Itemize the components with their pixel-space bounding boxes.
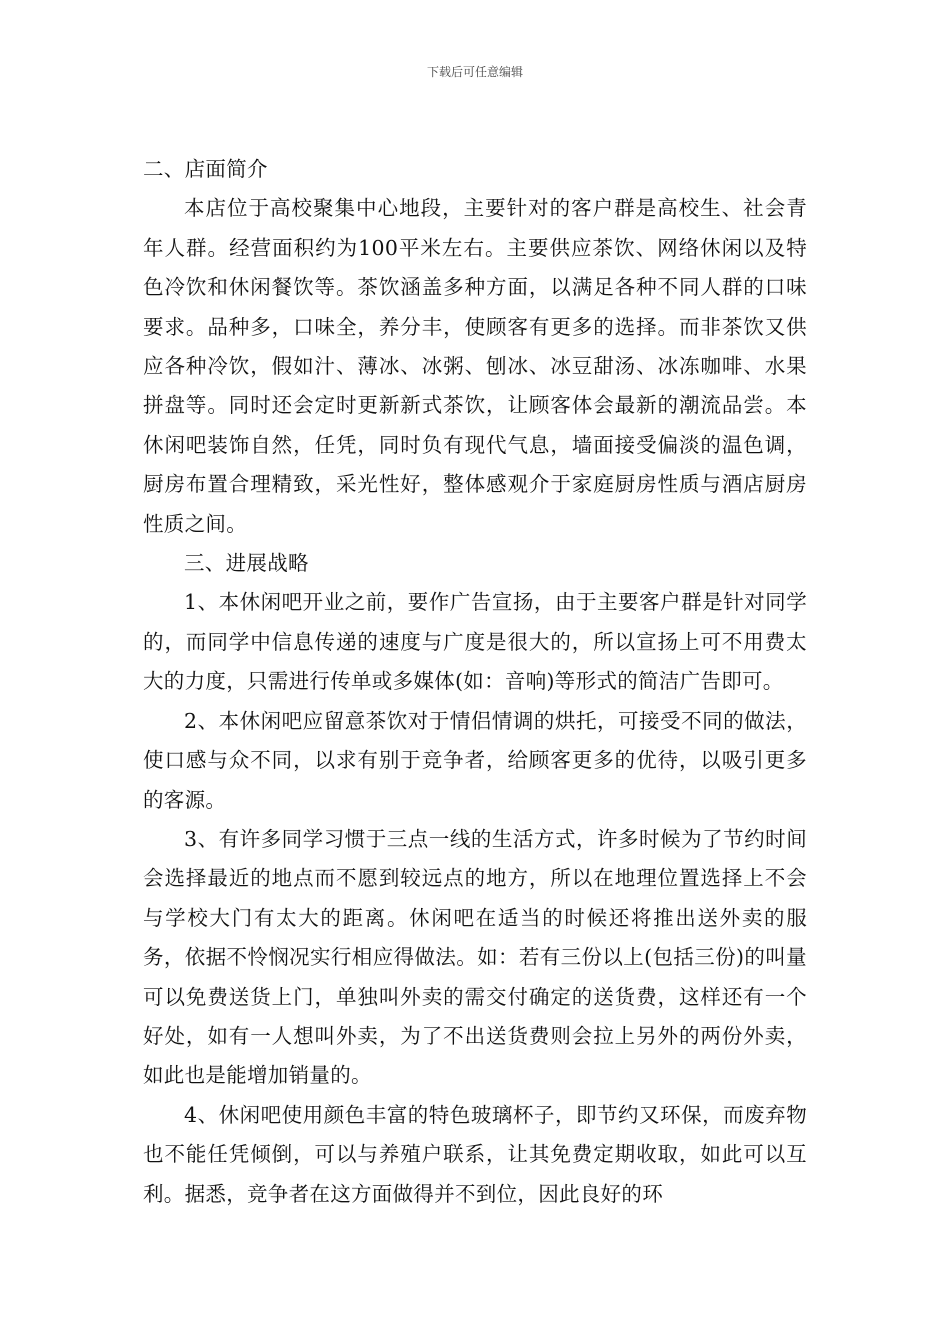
- strategy-item-4: 4、休闲吧使用颜色丰富的特色玻璃杯子，即节约又环保，而废弃物也不能任凭倾倒，可以与养殖户联系，让其免费定期收取，如此可以互利。据悉，竞争者在这方面做得并不到位，因此良好的环: [143, 1102, 807, 1206]
- section-2-paragraph: 本店位于高校聚集中心地段，主要针对的客户群是高校生、社会青年人群。经营面积约为100平米左右。主要供应茶饮、网络休闲以及特色冷饮和休闲餐饮等。茶饮涵盖多种方面，以满足各种不同人群的口味要求。品种多，口味全，养分丰，使顾客有更多的选择。而非茶饮又供应各种冷饮，假如汁、薄冰、冰粥、刨冰、冰豆甜汤、冰冻咖啡、水果拼盘等。同时还会定时更新新式茶饮，让顾客体会最新的潮流品尝。本休闲吧装饰自然，任凭，同时负有现代气息，墙面接受偏淡的温色调，厨房布置合理精致，采光性好，整体感观介于家庭厨房性质与酒店厨房性质之间。: [143, 196, 807, 536]
- section-3-title: 三、进展战略: [184, 551, 309, 576]
- document-body: [143, 150, 807, 1214]
- strategy-item-2: 2、本休闲吧应留意茶饮对于情侣情调的烘托，可接受不同的做法，使口感与众不同，以求有别于竞争者，给顾客更多的优待，以吸引更多的客源。: [143, 708, 807, 812]
- section-2-title: 二、店面简介: [143, 157, 268, 181]
- strategy-item-3: 3、有许多同学习惯于三点一线的生活方式，许多时候为了节约时间会选择最近的地点而不愿到较远点的地方，所以在地理位置选择上不会与学校大门有太大的距离。休闲吧在适当的时候还将推出送外卖的服务，依据不怜悯况实行相应得做法。如：若有三份以上(包括三份)的叫量可以免费送货上门，单独叫外卖的需交付确定的送货费，这样还有一个好处，如有一人想叫外卖，为了不出送货费则会拉上另外的两份外卖，如此也是能增加销量的。: [143, 826, 807, 1088]
- page-header: 下载后可任意编辑: [426, 65, 523, 79]
- strategy-item-1: 1、本休闲吧开业之前，要作广告宣扬，由于主要客户群是针对同学的，而同学中信息传递的速度与广度是很大的，所以宣扬上可不用费太大的力度，只需进行传单或多媒体(如：音响)等形式的简洁广告即可。: [143, 590, 807, 694]
